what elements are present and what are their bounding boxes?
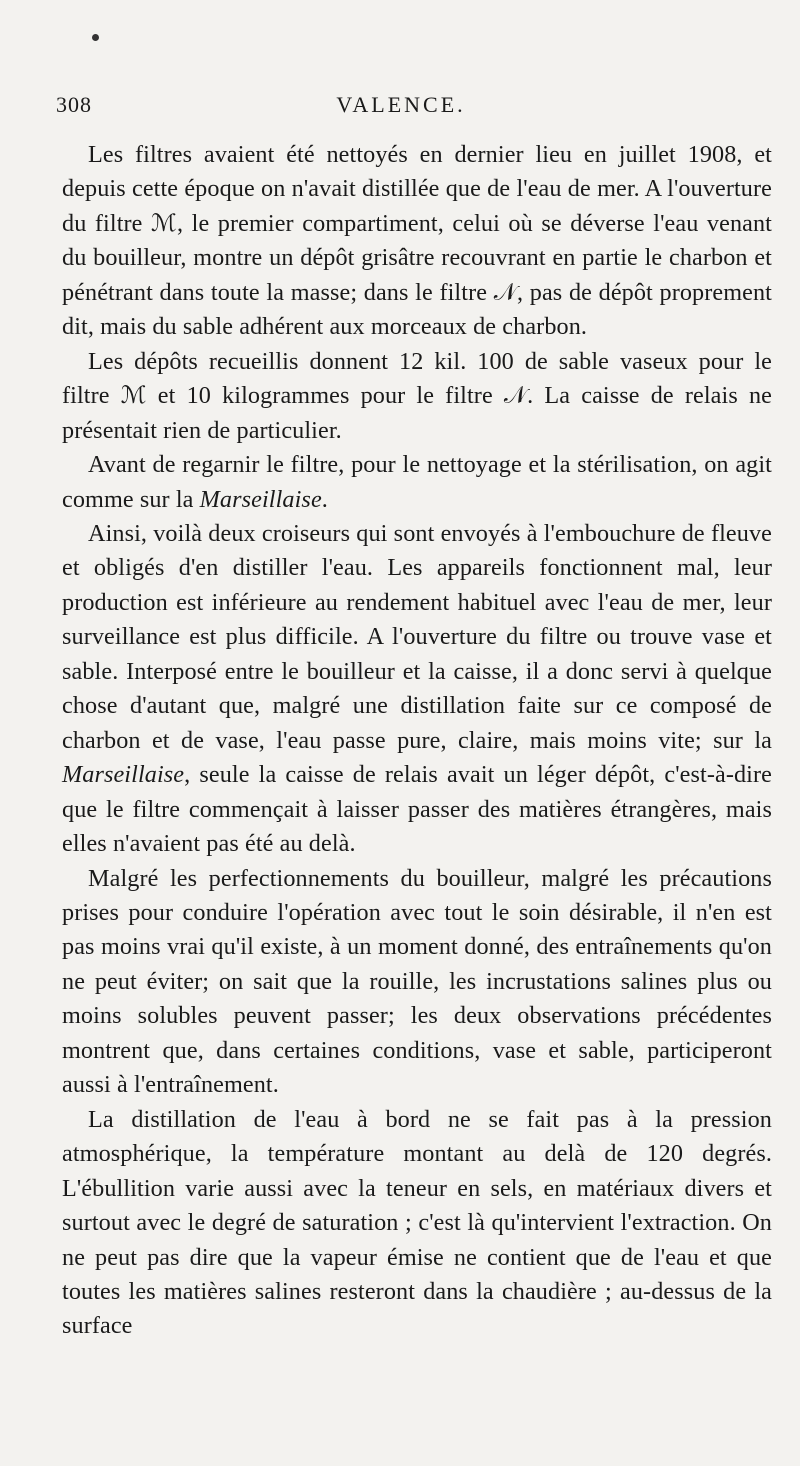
paragraph-3-text: Avant de regarnir le filtre, pour le nettoyage et la stérilisation, on agit comme sur la [62,451,772,513]
paragraph-5: Malgré les perfectionnements du bouilleur, malgré les précautions prises pour conduire l'opération avec tout le soin désirable, il n'en est pas moins vrai qu'il existe, à un moment donné, des entraînements qu'on ne peut éviter; on sait que la rouille, les incrustations salines plus ou moins solubles peuvent passer; les deux observations précédentes montrent que, dans certaines conditions, vase et sable, participeront aussi à l'entraînement. [62,864,772,1099]
page-header [56,92,746,132]
running-title: VALENCE. [336,92,466,117]
ship-name-italic: Marseillaise [199,485,322,513]
body-text [62,138,772,1344]
paragraph-4 [62,517,772,862]
paragraph-3-end: . [321,485,328,513]
page-number: 308 [56,92,92,117]
paragraph-1: Les filtres avaient été nettoyés en dernier lieu en juillet 1908, et depuis cette époque on n'avait distillée que de l'eau de mer. A l'ouverture du filtre ℳ, le premier compartiment, celui où se déverse l'eau venant du bouilleur, montre un dépôt grisâtre recouvrant en partie le charbon et pénétrant dans toute la masse; dans le filtre 𝒩, pas de dépôt proprement dit, mais du sable adhérent aux morceaux de charbon. [62,141,772,341]
paragraph-3 [62,448,772,517]
ship-name-italic: Marseillaise [62,761,185,789]
paragraph-4-end: , seule la caisse de relais avait un léger dépôt, c'est-à-dire que le filtre commençait à laisser passer des matières étrangères, mais elles n'avaient pas été au delà. [62,761,772,858]
paragraph-2: Les dépôts recueillis donnent 12 kil. 100 de sable vaseux pour le filtre ℳ et 10 kilogrammes pour le filtre 𝒩. La caisse de relais ne présentait rien de particulier. [62,347,772,444]
ink-speck [92,34,99,41]
paragraph-4-text: Ainsi, voilà deux croiseurs qui sont envoyés à l'embouchure de fleuve et obligés d'en distiller l'eau. Les appareils fonctionnent mal, leur production est inférieure au rendement habituel avec l'eau de mer, leur surveillance est plus difficile. A l'ouverture du filtre ou trouve vase et sable. Interposé entre le bouilleur et la caisse, il a donc servi à quelque chose d'autant que, malgré une distillation faite sur ce composé de charbon et de vase, l'eau passe pure, claire, mais moins vite; sur la [62,519,772,754]
paragraph-6: La distillation de l'eau à bord ne se fait pas à la pression atmosphérique, la température montant au delà de 120 degrés. L'ébullition varie aussi avec la teneur en sels, en matériaux divers et surtout avec le degré de saturation ; c'est là qu'intervient l'extraction. On ne peut pas dire que la vapeur émise ne contient que de l'eau et que toutes les matières salines resteront dans la chaudière ; au-dessus de la surface [62,1105,772,1340]
